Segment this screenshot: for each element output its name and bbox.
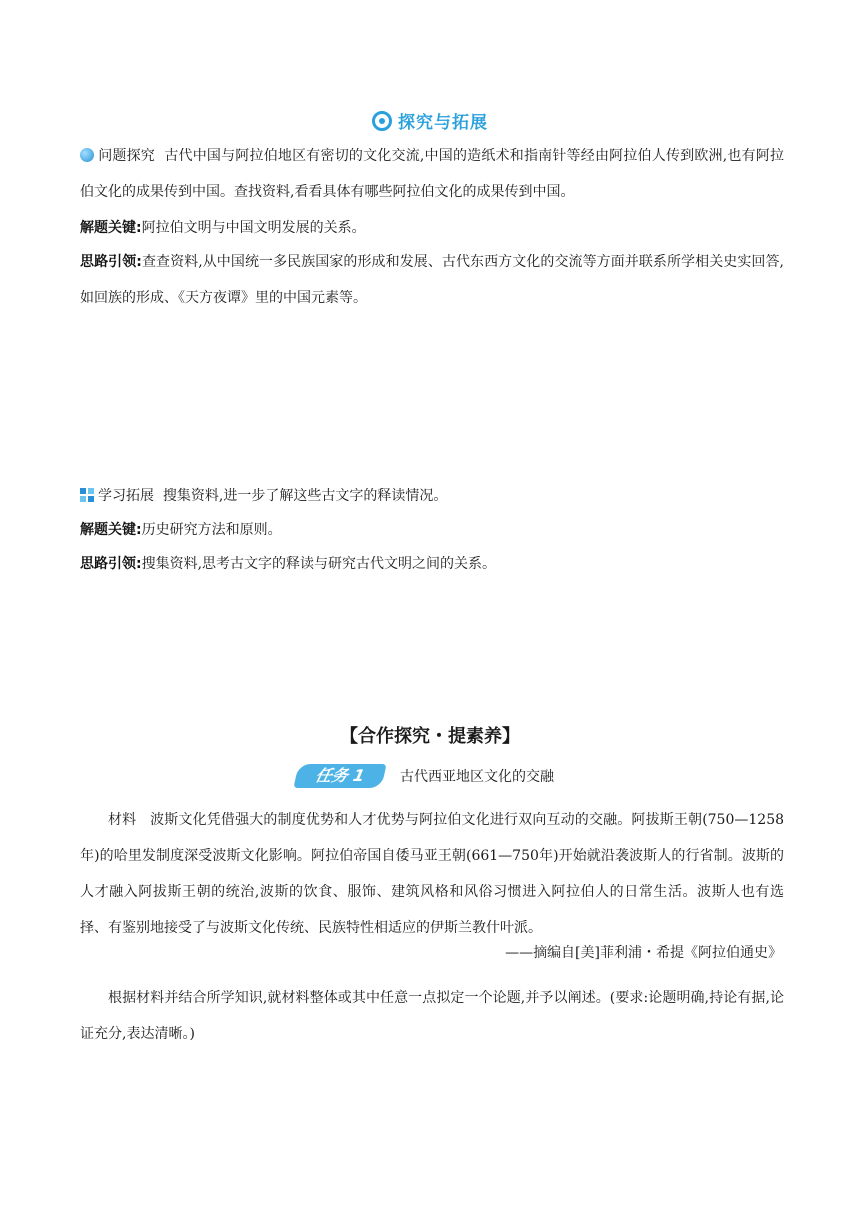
- section-title-text: 探究与拓展: [398, 113, 488, 133]
- material-source: ——摘编自[美]菲利浦・希提《阿拉伯通史》: [505, 945, 782, 961]
- question-1-guide: [80, 244, 784, 316]
- question-2-guide: [80, 546, 784, 582]
- task-title: 古代西亚地区文化的交融: [400, 769, 554, 785]
- material-paragraph: [80, 802, 784, 946]
- guide-text: 查查资料,从中国统一多民族国家的形成和发展、古代东西方文化的交流等方面并联系所学相关史实回答,如回族的形成、《天方夜谭》里的中国元素等。: [80, 254, 784, 306]
- question-2-key: [80, 512, 784, 548]
- globe-icon: [80, 148, 94, 162]
- guide-label: 思路引领:: [80, 556, 142, 572]
- task-badge: 任务 1: [293, 764, 386, 788]
- task-header: [296, 764, 554, 790]
- guide-label: 思路引领:: [80, 254, 142, 270]
- target-icon: [372, 111, 392, 131]
- question-1-tag: 问题探究: [98, 148, 155, 164]
- key-text: 历史研究方法和原则。: [141, 522, 282, 538]
- material-label: 材料: [108, 812, 137, 828]
- question-2: [80, 478, 784, 514]
- material-text: 波斯文化凭借强大的制度优势和人才优势与阿拉伯文化进行双向互动的交融。阿拔斯王朝(750—1258年)的哈里发制度深受波斯文化影响。阿拉伯帝国自倭马亚王朝(661—750年)开始就沿袭波斯人的行省制。波斯的人才融入阿拔斯王朝的统治,波斯的饮食、服饰、建筑风格和风俗习惯进入阿拉伯人的日常生活。波斯人也有选择、有鉴别地接受了与波斯文化传统、民族特性相适应的伊斯兰教什叶派。: [80, 812, 785, 936]
- section-heading: 【合作探究・提素养】: [340, 726, 520, 747]
- question-1-text: 古代中国与阿拉伯地区有密切的文化交流,中国的造纸术和指南针等经由阿拉伯人传到欧洲,也有阿拉伯文化的成果传到中国。查找资料,看看具体有哪些阿拉伯文化的成果传到中国。: [80, 148, 784, 200]
- grid-icon: [80, 488, 94, 502]
- question-prompt: 根据材料并结合所学知识,就材料整体或其中任意一点拟定一个论题,并予以阐述。(要求:论题明确,持论有据,论证充分,表达清晰。): [80, 990, 784, 1042]
- question-1: [80, 138, 784, 210]
- key-text: 阿拉伯文明与中国文明发展的关系。: [141, 220, 366, 236]
- guide-text: 搜集资料,思考古文字的释读与研究古代文明之间的关系。: [141, 556, 497, 572]
- question-2-tag: 学习拓展: [98, 488, 154, 504]
- key-label: 解题关键:: [80, 522, 142, 538]
- question-1-key: [80, 210, 784, 246]
- question-2-text: 搜集资料,进一步了解这些古文字的释读情况。: [162, 488, 448, 504]
- key-label: 解题关键:: [80, 220, 142, 236]
- section-title: [0, 108, 860, 133]
